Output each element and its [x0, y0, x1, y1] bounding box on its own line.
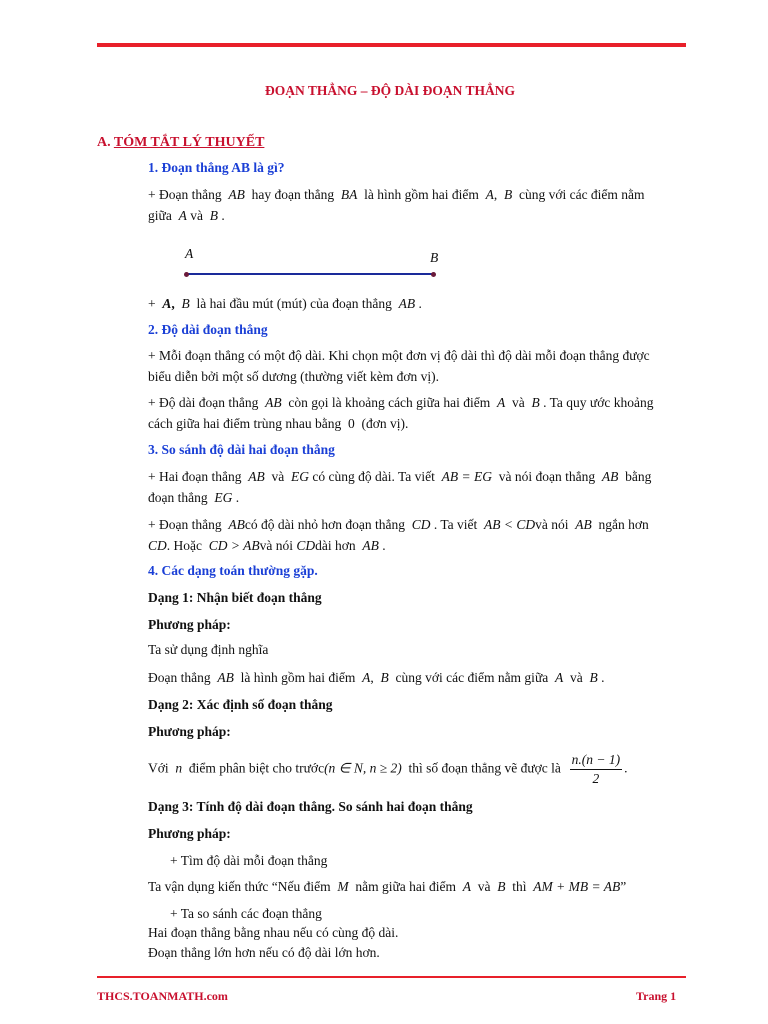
- section-a-label: TÓM TẮT LÝ THUYẾT: [113, 135, 265, 150]
- s2-para1-line1: + Mỗi đoạn thẳng có một độ dài. Khi chọn một đơn vị độ dài thì độ dài mỗi đoạn thẳng được: [148, 348, 650, 363]
- dang-3-line5: Đoạn thẳng lớn hơn nếu có độ dài lớn hơn.: [148, 945, 380, 960]
- endpoint-b-dot: [431, 272, 436, 277]
- dang-3-line1: + Tìm độ dài mỗi đoạn thẳng: [170, 853, 328, 868]
- dang-3-line2: Ta vận dụng kiến thức “Nếu điểm M nằm giữa hai điểm A và B thì AM + MB = AB”: [148, 879, 627, 894]
- point-label-b: B: [430, 250, 439, 265]
- endpoint-a-dot: [184, 272, 189, 277]
- method-label-2: Phương pháp:: [148, 724, 231, 739]
- fraction-formula: $\frac{n.(n - 1)}{2}$: [571, 752, 621, 786]
- s3-para1-line1: + Hai đoạn thẳng AB và EG có cùng độ dài. Ta viết AB = EG và nói đoạn thẳng AB bằng: [148, 469, 652, 484]
- dang-3-heading: Dạng 3: Tính độ dài đoạn thẳng. So sánh hai đoạn thẳng: [148, 799, 473, 814]
- s1-para1-line2: giữa A và B .: [148, 208, 225, 223]
- dang-1-line1: Ta sử dụng định nghĩa: [148, 642, 269, 657]
- s3-para2-line1: + Đoạn thẳng ABcó độ dài nhỏ hơn đoạn thẳng CD . Ta viết AB < CDvà nói AB ngắn hơn: [148, 517, 649, 532]
- condition-n: (n ∈ N, n ≥ 2): [324, 760, 402, 776]
- section-a-heading: [97, 135, 264, 151]
- method-label-1: Phương pháp:: [148, 617, 231, 632]
- dang-2-line1: Với n điểm phân biệt cho trước(n ∈ N, n ≥ 2) thì số đoạn thẳng vẽ được là $\frac{n.(n - 1)}{2}$ .: [148, 752, 628, 786]
- s3-para2-line2: CD. Hoặc CD > ABvà nói CDdài hơn AB .: [148, 538, 386, 553]
- method-label-3: Phương pháp:: [148, 826, 231, 841]
- s2-para2-line2: cách giữa hai điểm trùng nhau bằng 0 (đơn vị).: [148, 416, 409, 431]
- page-title: ĐOẠN THẲNG – ĐỘ DÀI ĐOẠN THẲNG: [264, 83, 516, 98]
- segment-ab-line: [186, 273, 434, 275]
- dang-1-heading: Dạng 1: Nhận biết đoạn thẳng: [148, 590, 322, 605]
- heading-4: 4. Các dạng toán thường gặp.: [148, 563, 318, 578]
- heading-2: 2. Độ dài đoạn thẳng: [148, 322, 268, 337]
- s2-para1-line2: biểu diễn bởi một số dương (thường viết kèm đơn vị).: [148, 369, 440, 384]
- dang-3-line3: + Ta so sánh các đoạn thẳng: [170, 906, 322, 921]
- s2-para2-line1: + Độ dài đoạn thẳng AB còn gọi là khoảng cách giữa hai điểm A và B . Ta quy ước khoảng: [148, 395, 654, 410]
- dang-2-heading: Dạng 2: Xác định số đoạn thẳng: [148, 697, 333, 712]
- point-label-a: A: [185, 246, 194, 261]
- heading-1: 1. Đoạn thẳng AB là gì?: [148, 160, 285, 175]
- s3-para1-line2: đoạn thẳng EG .: [148, 490, 240, 505]
- bottom-red-rule: [97, 976, 686, 978]
- section-a-prefix: A.: [97, 135, 114, 150]
- dang-1-line2: Đoạn thẳng AB là hình gồm hai điểm A, B cùng với các điểm nằm giữa A và B .: [148, 670, 605, 685]
- dang-3-line4: Hai đoạn thẳng bằng nhau nếu có cùng độ dài.: [148, 925, 399, 940]
- footer-site[interactable]: THCS.TOANMATH.com: [97, 989, 228, 1003]
- top-red-rule: [97, 43, 686, 47]
- heading-3: 3. So sánh độ dài hai đoạn thẳng: [148, 442, 335, 457]
- s1-para2: + A, B là hai đầu mút (mút) của đoạn thẳng AB .: [148, 296, 422, 311]
- s1-para1-line1: + Đoạn thẳng AB hay đoạn thẳng BA là hình gồm hai điểm A, B cùng với các điểm nằm: [148, 187, 645, 202]
- footer-page-number: Trang 1: [636, 989, 677, 1003]
